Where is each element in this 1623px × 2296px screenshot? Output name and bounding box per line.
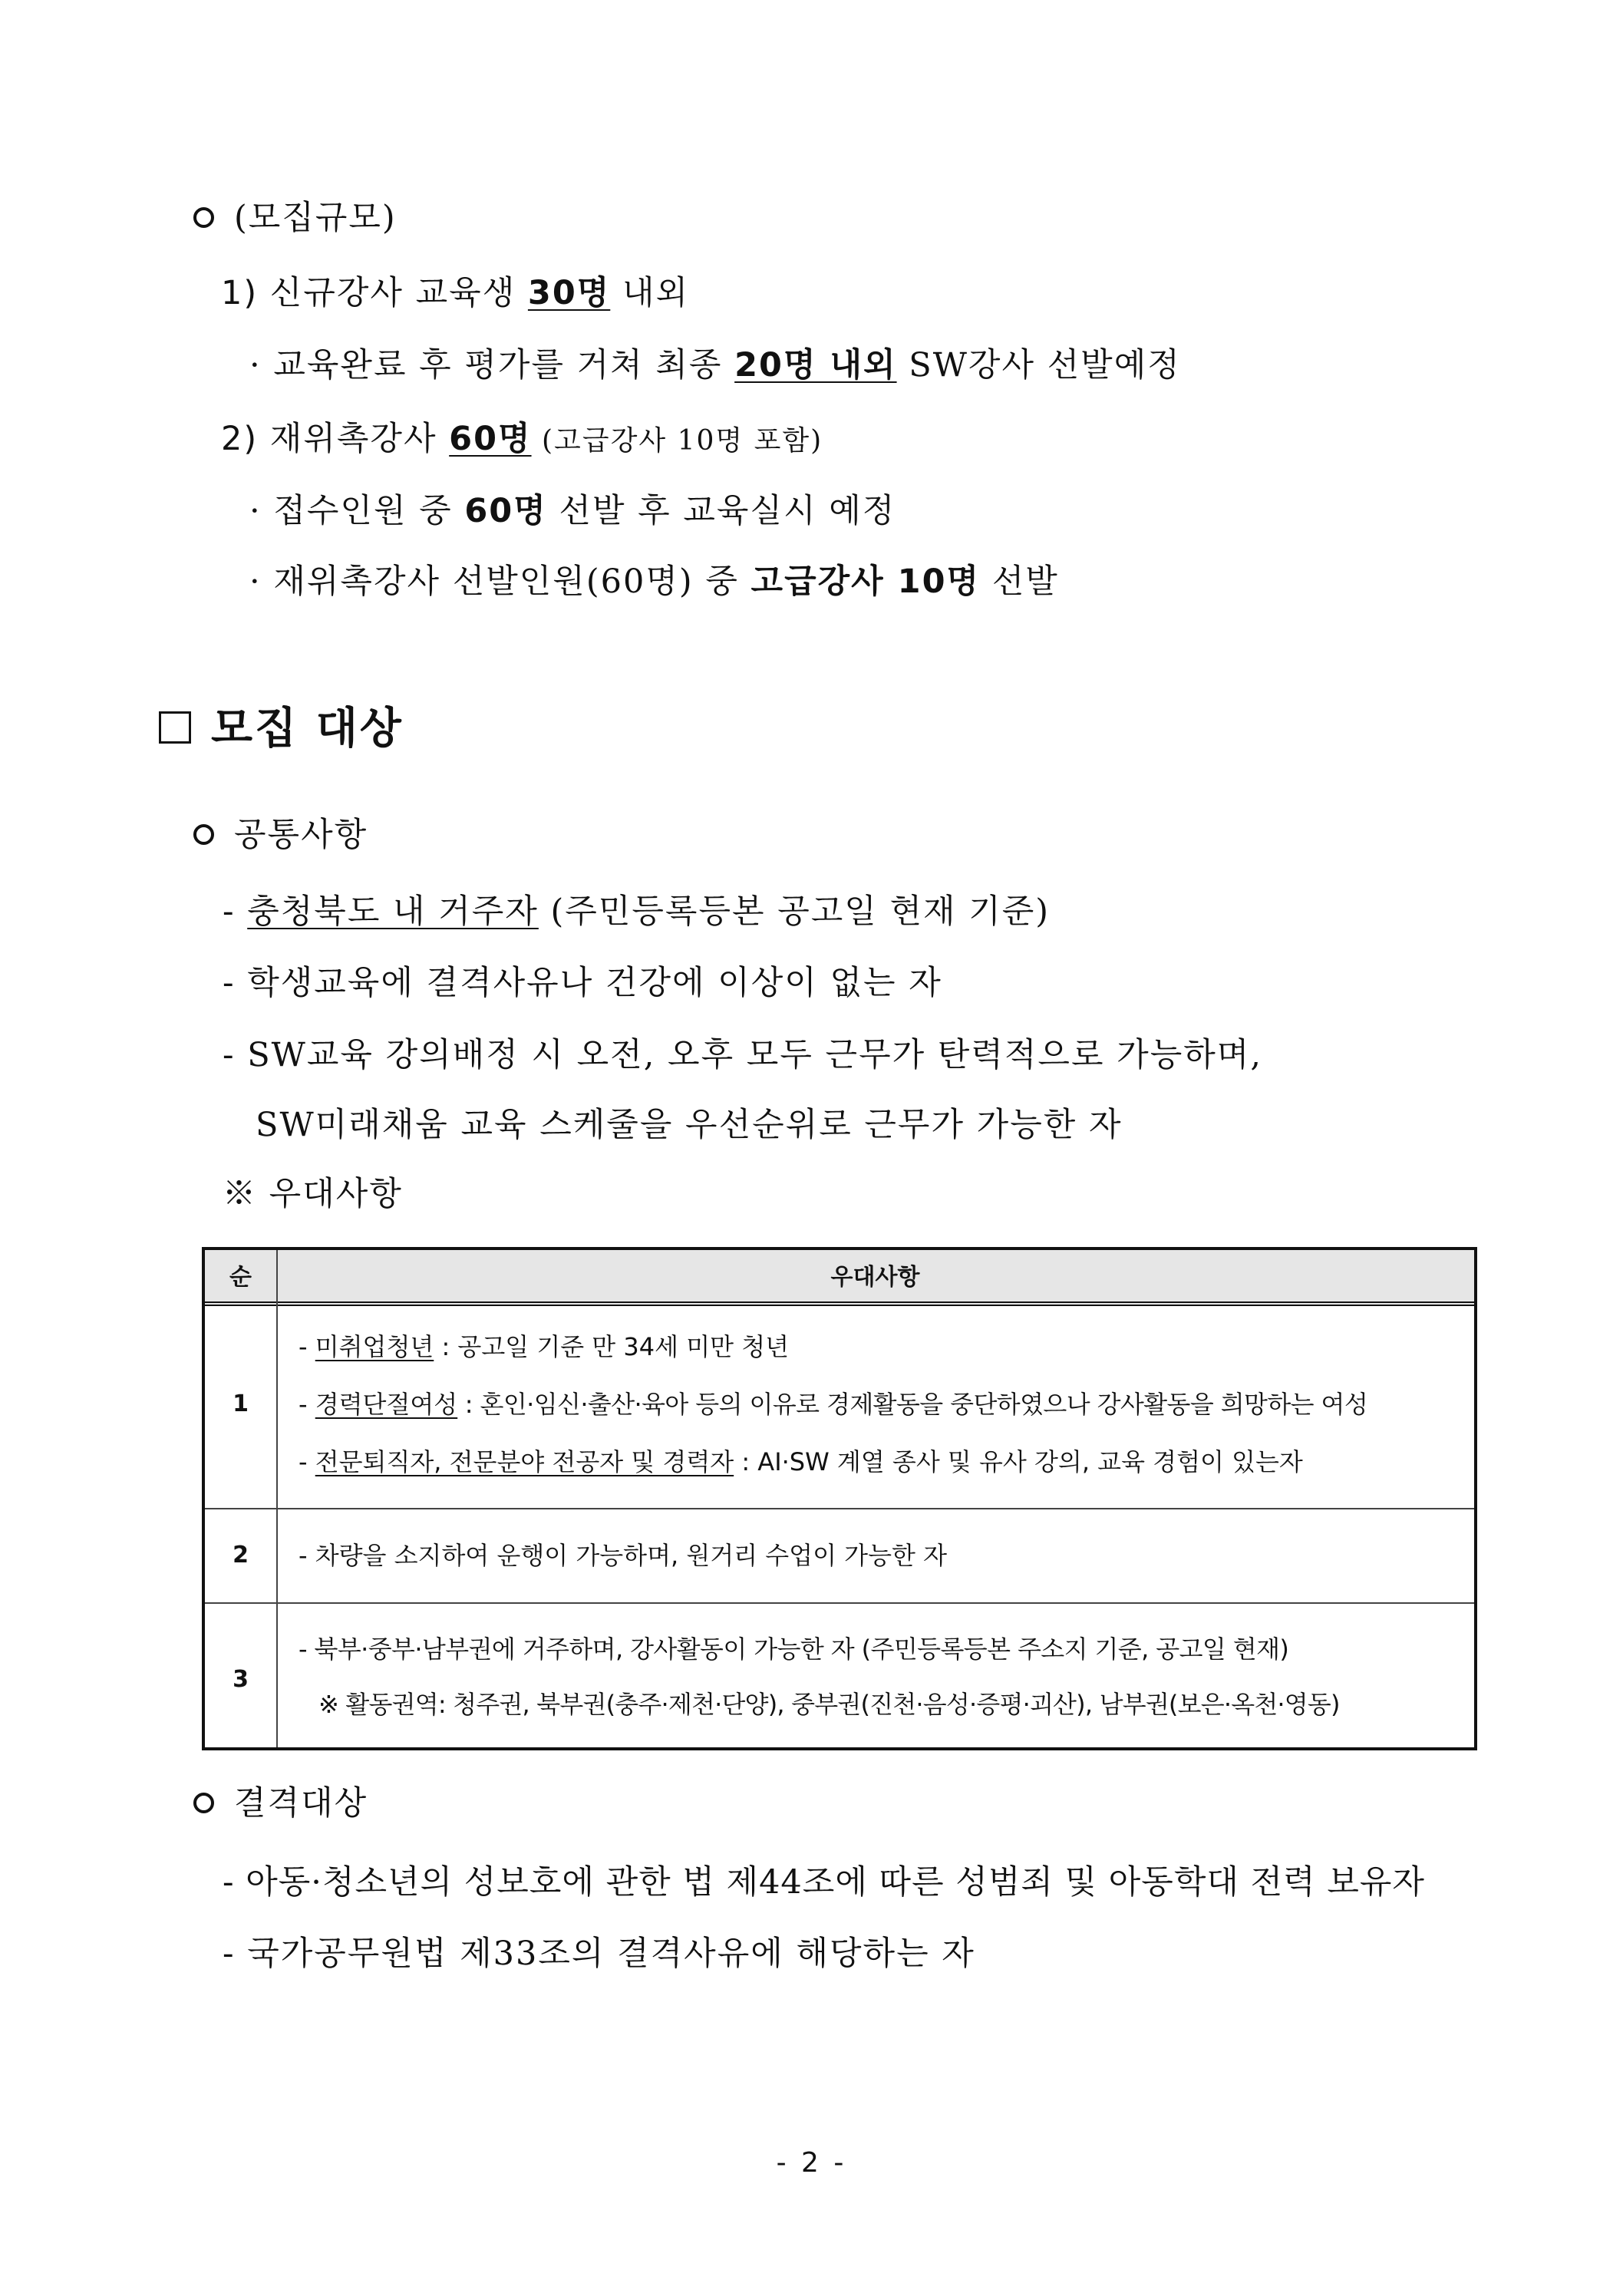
preference-table (202, 1247, 1477, 1750)
new-count: 30명 (527, 274, 611, 312)
common-heading: 공통사항 (193, 813, 368, 856)
recruit-item-renew-sub2: · 재위촉강사 선발인원(60명) 중 고급강사 10명 선발 (249, 562, 1059, 601)
table-row-1-line-3: - 전문퇴직자, 전문분야 전공자 및 경력자 : AI·SW 계열 종사 및 유사 강의, 교육 경험이 있는자 (299, 1447, 1303, 1476)
recruit-item-new: 1) 신규강사 교육생 30명 내외 (221, 274, 690, 312)
table-row-2-line: - 차량을 소지하여 운행이 가능하며, 원거리 수업이 가능한 자 (299, 1541, 947, 1570)
renew-count: 60명 (449, 420, 532, 458)
row-3-order: 3 (233, 1666, 249, 1693)
page-number: - 2 - (776, 2147, 847, 2179)
recruit-item-new-sub: · 교육완료 후 평가를 거쳐 최종 20명 내외 SW강사 선발예정 (249, 346, 1181, 384)
circle-bullet-icon (193, 824, 214, 845)
recruit-item-renew-sub1: · 접수인원 중 60명 선발 후 교육실시 예정 (249, 492, 896, 530)
disqualified-heading: 결격대상 (193, 1782, 368, 1825)
row-divider (205, 1508, 1474, 1509)
final-count: 20명 내외 (734, 346, 897, 384)
disqualified-line-1: - 아동·청소년의 성보호에 관한 법 제44조에 따른 성범죄 및 아동학대 전력 보유자 (223, 1863, 1425, 1902)
disqualified-line-2: - 국가공무원법 제33조의 결격사유에 해당하는 자 (223, 1935, 975, 1973)
preference-heading: ※ 우대사항 (223, 1175, 403, 1213)
common-line-residence: - 충청북도 내 거주자 (주민등록등본 공고일 현재 기준) (223, 892, 1051, 931)
residence-requirement: 충청북도 내 거주자 (247, 892, 539, 931)
recruit-item-renew: 2) 재위촉강사 60명 (고급강사 10명 포함) (221, 420, 823, 458)
table-row-3-line-2: ※ 활동권역: 청주권, 북부권(충주·제천·단양), 중부권(진천·음성·증평·괴산), 남부권(보은·옥천·영동) (318, 1690, 1340, 1719)
table-row-1-line-2: - 경력단절여성 : 혼인·임신·출산·육아 등의 이유로 경제활동을 중단하였으나 강사활동을 희망하는 여성 (299, 1390, 1368, 1419)
section-title: 모집 대상 (159, 702, 404, 756)
common-line-health: - 학생교육에 결격사유나 건강에 이상이 없는 자 (223, 964, 942, 1002)
common-line-schedule-1: - SW교육 강의배정 시 오전, 오후 모두 근무가 탄력적으로 가능하며, (223, 1036, 1262, 1074)
header-content: 우대사항 (830, 1264, 920, 1291)
recruit-scale-heading: (모집규모) (193, 196, 397, 239)
square-bullet-icon (159, 711, 191, 744)
circle-bullet-icon (193, 1793, 214, 1813)
column-divider (276, 1250, 278, 1747)
table-row-3-line-1: - 북부·중부·남부권에 거주하며, 강사활동이 가능한 자 (주민등록등본 주소지 기준, 공고일 현재) (299, 1635, 1289, 1664)
row-1-order: 1 (233, 1390, 249, 1417)
common-line-schedule-2: SW미래채움 교육 스케줄을 우선순위로 근무가 가능한 자 (256, 1106, 1123, 1144)
header-order: 순 (229, 1264, 252, 1291)
row-divider (205, 1602, 1474, 1604)
circle-bullet-icon (193, 207, 214, 228)
table-row-1-line-1: - 미취업청년 : 공고일 기준 만 34세 미만 청년 (299, 1332, 790, 1361)
row-2-order: 2 (233, 1542, 249, 1569)
